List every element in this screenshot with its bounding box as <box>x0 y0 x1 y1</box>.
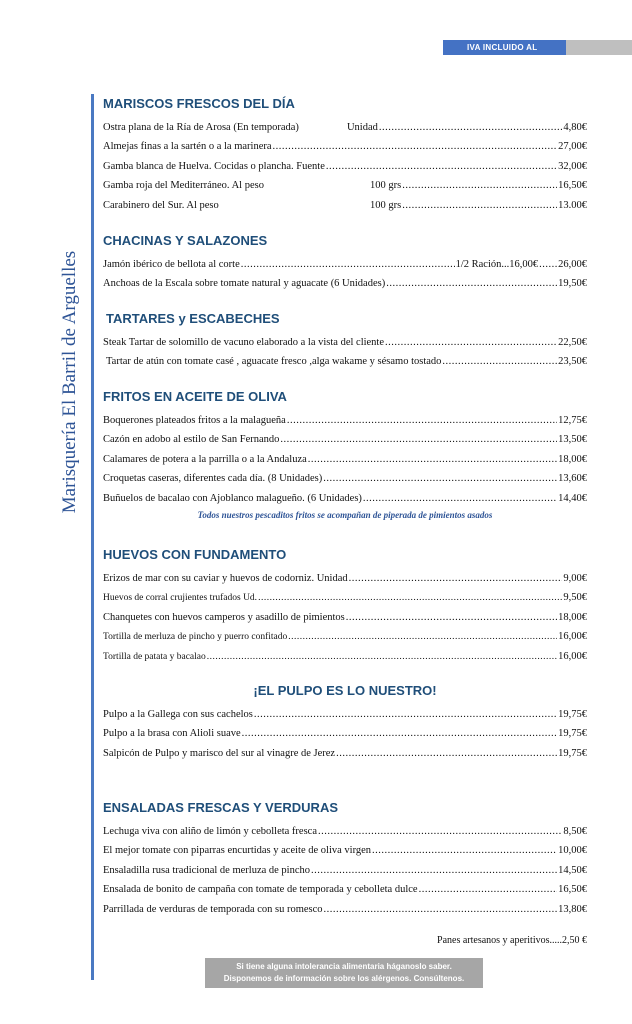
item-price: 19,75€ <box>558 747 587 759</box>
item-name: Tortilla de merluza de pincho y puerro confitado <box>103 632 288 642</box>
menu-item <box>103 426 587 446</box>
fritos-note: Todos nuestros pescaditos fritos se acompañan de piperada de pimientos asados <box>197 509 493 520</box>
section-title: ENSALADAS FRESCAS Y VERDURAS <box>103 800 339 815</box>
menu-item <box>103 720 587 740</box>
item-price: 18,00€ <box>558 611 587 623</box>
section-pulpo <box>103 682 587 759</box>
item-name: Tortilla de patata y bacalao <box>103 651 206 662</box>
menu-item <box>103 328 587 348</box>
menu-item <box>103 584 587 604</box>
item-price: 13,80€ <box>558 903 587 915</box>
item-price: 8,50€ <box>563 825 587 837</box>
menu-item <box>103 700 587 720</box>
section-tartares <box>103 310 587 367</box>
item-name: Parrillada de verduras de temporada con su romesco <box>103 903 323 915</box>
item-price: 14,50€ <box>558 864 587 876</box>
allergen-notice <box>205 958 483 988</box>
item-price: 13,50€ <box>558 434 587 445</box>
sidebar-rule <box>91 94 94 980</box>
section-fritos <box>103 388 587 520</box>
item-price: 19,75€ <box>558 728 587 739</box>
item-price: 22,50€ <box>558 336 587 348</box>
section-chacinas <box>103 232 587 289</box>
menu-item <box>103 172 587 192</box>
item-name: Lechuga viva con aliño de limón y cebolleta fresca <box>103 825 317 837</box>
item-price: 13.00€ <box>558 199 587 211</box>
item-price: 16,50€ <box>558 180 587 191</box>
menu-item <box>103 642 587 662</box>
menu-item <box>103 406 587 426</box>
menu-item <box>103 348 587 368</box>
menu-item <box>103 817 587 837</box>
item-price: 12,75€ <box>558 414 587 426</box>
item-name: Erizos de mar con su caviar y huevos de codorniz. Unidad <box>103 572 348 584</box>
top-bar <box>443 40 632 55</box>
allergen-line-2: Disponemos de información sobre los alérgenos. Consúltenos. <box>223 974 465 983</box>
item-half-ration: 1/2 Ración...16,00€ <box>455 258 539 270</box>
item-name: Jamón ibérico de bellota al corte <box>103 258 240 270</box>
item-name: Almejas finas a la sartén o a la marinera <box>103 141 272 152</box>
menu-item <box>103 191 587 211</box>
item-name: Pulpo a la brasa con Alioli suave <box>103 728 241 739</box>
item-price: 23,50€ <box>558 356 587 367</box>
menu-item <box>103 250 587 270</box>
item-unit: Unidad <box>346 121 378 133</box>
menu-item <box>103 152 587 172</box>
item-name: Boquerones plateados fritos a la malagueña <box>103 414 286 426</box>
item-price: 9,50€ <box>563 592 587 603</box>
menu-item <box>103 739 587 759</box>
menu-item <box>103 465 587 485</box>
item-price: 10,00€ <box>558 845 587 856</box>
menu-item <box>103 484 587 504</box>
menu-item <box>103 445 587 465</box>
item-price: 14,40€ <box>558 492 587 504</box>
menu-item <box>103 856 587 876</box>
section-title: MARISCOS FRESCOS DEL DÍA <box>103 96 295 111</box>
item-price: 19,75€ <box>558 708 587 720</box>
menu-item <box>103 895 587 915</box>
menu-item <box>103 564 587 584</box>
item-unit: 100 grs <box>370 180 402 191</box>
item-name: Ensalada de bonito de campaña con tomate de temporada y cebolleta dulce <box>103 884 418 895</box>
item-price: 27,00€ <box>558 141 587 152</box>
item-name: Tartar de atún con tomate casé , aguacate fresco ,alga wakame y sésamo tostado <box>106 356 442 367</box>
item-price: 16,00€ <box>558 631 587 642</box>
panes-line: Panes artesanos y aperitivos.....2,50 € <box>437 935 587 946</box>
item-name: Gamba blanca de Huelva. Cocidas o plancha. Fuente <box>103 160 325 172</box>
allergen-line-1: Si tiene alguna intolerancia alimentaria háganoslo saber. <box>236 962 452 971</box>
menu-item <box>103 270 587 290</box>
menu-item <box>103 837 587 857</box>
item-name: Salpicón de Pulpo y marisco del sur al vinagre de Jerez <box>103 747 336 759</box>
item-name: Carabinero del Sur. Al peso <box>103 199 219 211</box>
iva-tag: IVA INCLUIDO AL <box>443 40 566 55</box>
item-name: Croquetas caseras, diferentes cada día. (8 Unidades) <box>103 473 323 484</box>
section-title: CHACINAS Y SALAZONES <box>103 233 268 248</box>
section-title: FRITOS EN ACEITE DE OLIVA <box>103 389 287 404</box>
section-mariscos <box>103 95 587 211</box>
item-name: Ensaladilla rusa tradicional de merluza de pincho <box>103 864 311 876</box>
item-unit: 100 grs <box>370 199 402 211</box>
sidebar-title: Marisquería El Barril de Arguelles <box>59 250 80 514</box>
menu-item <box>103 876 587 896</box>
item-name: Steak Tartar de solomillo de vacuno elaborado a la vista del cliente <box>103 336 385 348</box>
item-price: 32,00€ <box>558 160 587 172</box>
section-title: HUEVOS CON FUNDAMENTO <box>103 547 287 562</box>
item-price: 19,50€ <box>558 278 587 289</box>
item-name: Calamares de potera a la parrilla o a la Andaluza <box>103 453 307 465</box>
section-title: ¡EL PULPO ES LO NUESTRO! <box>253 683 437 698</box>
item-name: Anchoas de la Escala sobre tomate natural y aguacate (6 Unidades) <box>103 278 386 289</box>
item-price: 26,00€ <box>558 258 587 270</box>
section-title: TARTARES y ESCABECHES <box>106 311 280 326</box>
item-name: Pulpo a la Gallega con sus cachelos <box>103 708 253 720</box>
item-name: Buñuelos de bacalao con Ajoblanco malagueño. (6 Unidades) <box>103 492 362 504</box>
item-price: 13,60€ <box>558 473 587 484</box>
item-name: Huevos de corral crujientes trufados Ud. <box>103 593 258 603</box>
item-price: 18,00€ <box>558 453 587 465</box>
section-huevos <box>103 546 587 662</box>
item-name: Gamba roja del Mediterráneo. Al peso <box>103 180 264 191</box>
item-name: El mejor tomate con piparras encurtidas y aceite de oliva virgen <box>103 845 372 856</box>
item-price: 16,50€ <box>558 884 587 895</box>
menu-item <box>103 113 587 133</box>
menu-item <box>103 133 587 153</box>
item-name: Chanquetes con huevos camperos y asadillo de pimientos <box>103 611 345 623</box>
menu-item <box>103 603 587 623</box>
item-price: 16,00€ <box>558 650 587 662</box>
menu-item <box>103 623 587 643</box>
section-ensaladas <box>103 799 587 915</box>
item-name: Ostra plana de la Ría de Arosa (En temporada) <box>103 121 299 133</box>
item-price: 9,00€ <box>563 572 587 584</box>
item-name: Cazón en adobo al estilo de San Fernando <box>103 434 280 445</box>
item-price: 4,80€ <box>563 121 587 133</box>
